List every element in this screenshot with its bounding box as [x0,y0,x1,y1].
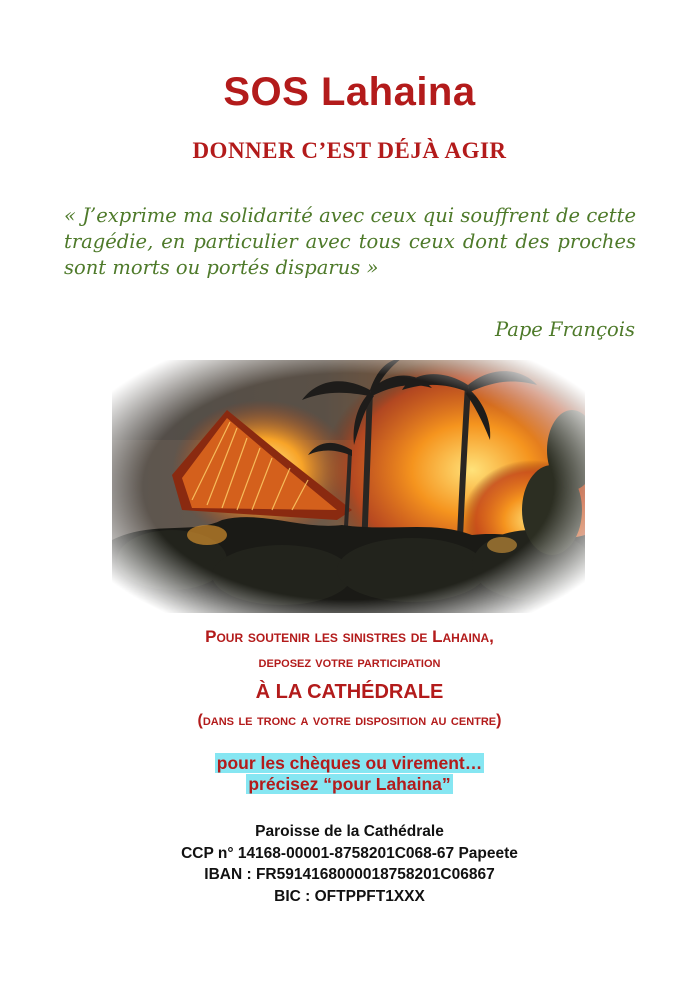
bank-details [0,821,699,907]
appeal-line-4: (dans le tronc a votre disposition au centre) [197,712,502,729]
payment-instructions [0,753,699,795]
page-title: SOS Lahaina [223,70,476,114]
burning-church-photo [112,360,585,613]
instruction-line-2: précisez “pour Lahaina” [248,774,451,794]
appeal-line-2: deposez votre participation [258,654,441,671]
quote-text: « J’exprime ma solidarité avec ceux qui souffrent de cette tragédie, en particulier avec tous ceux dont des proches sont morts ou portés disparus » [64,204,636,279]
instruction-line-1: pour les chèques ou virement… [216,753,483,773]
appeal-line-1: Pour soutenir les sinistres de Lahaina, [205,627,494,646]
bank-iban: IBAN : FR5914168000018758201C06867 [204,866,495,883]
page-subtitle: DONNER C’EST DÉJÀ AGIR [192,138,507,163]
bank-account-name: Paroisse de la Cathédrale [255,823,444,840]
appeal-location: À LA CATHÉDRALE [255,681,444,703]
bank-bic: BIC : OFTPPFT1XXX [274,887,425,905]
bank-ccp: CCP n° 14168-00001-8758201C068-67 Papeete [181,844,518,862]
quote-author: Pape François [494,318,635,341]
